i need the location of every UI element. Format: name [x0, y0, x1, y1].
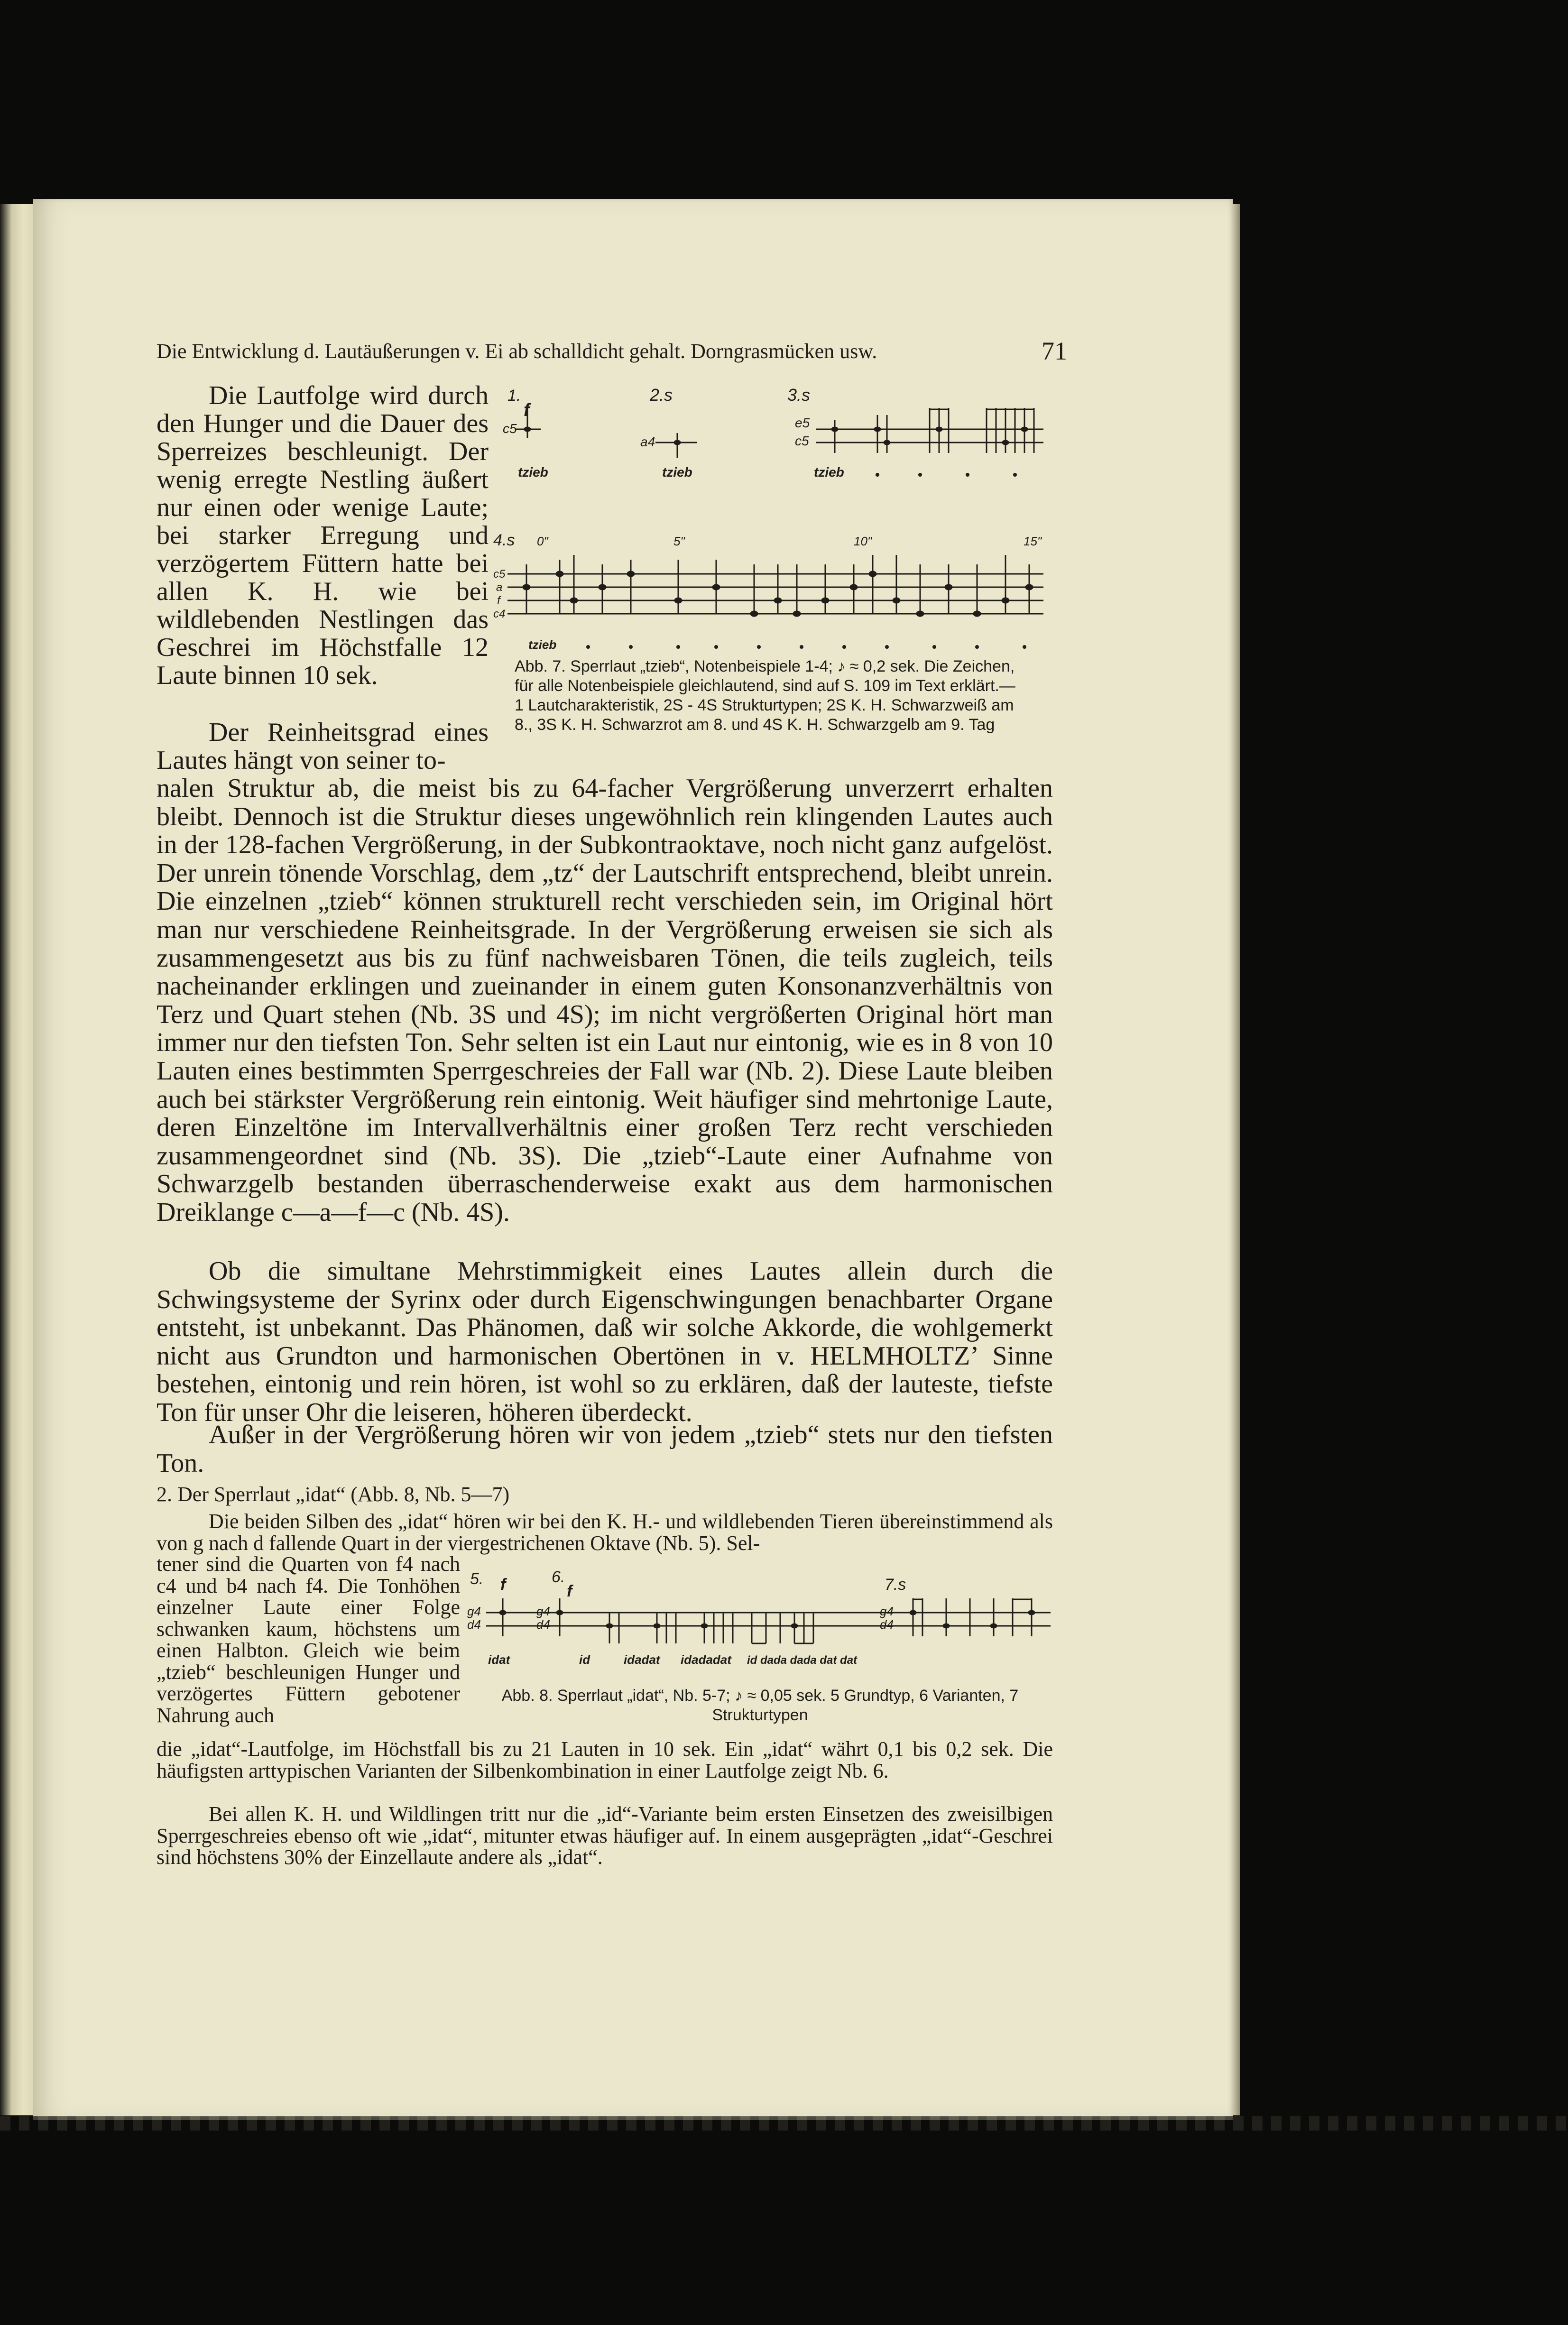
ex4-pitch-2: a — [496, 581, 503, 594]
ex5-pitch-top: g4 — [467, 1604, 481, 1618]
ex6-pitch-top: g4 — [536, 1604, 550, 1618]
page-edge — [1233, 204, 1240, 2115]
ex7-pitch-bottom: d4 — [880, 1617, 894, 1632]
ex4-syllable: tzieb — [528, 637, 557, 652]
ex4-pitch-1: c5 — [493, 568, 506, 581]
page-number: 71 — [1042, 337, 1067, 365]
ex1-label: 1. — [507, 387, 521, 405]
page-stack-edge — [0, 2116, 1568, 2131]
ex4-time-0: 0" — [537, 534, 548, 548]
ex6-syllable-2: idadat — [624, 1652, 660, 1667]
paragraph-idat-2: tener sind die Quarten von f4 nach c4 und b4 nach f4. Die Tonhöhen einzelner Laute einer Folge schwanken kaum, höchstens um einen Halbton. Gleich wie beim „tzieb“ beschleunigen Hunger und verzögertes Füttern gebotener Nahrung auch — [157, 1552, 460, 1727]
figure-8-examples — [467, 1565, 1053, 1679]
ex2-syllable: tzieb — [662, 465, 692, 480]
ex2-pitch: a4 — [640, 434, 655, 449]
ex6-syllable-3: idadadat — [681, 1652, 731, 1667]
ex6-label: 6. — [552, 1568, 565, 1586]
figure-7-example-4 — [493, 526, 1048, 655]
ex5-label: 5. — [470, 1570, 484, 1588]
paragraph-idat-4: Bei allen K. H. und Wildlingen tritt nur die „id“-Variante beim ersten Einsetzen des zweisilbigen Sperrgeschreies ebenso oft wie „idat“, mitunter etwas häufiger auf. In einem ausgeprägten „idat“-Geschrei sind höchstens 30% der Einzellaute andere als „idat“. — [157, 1802, 1053, 1869]
paragraph-reinheitsgrad: nalen Struktur ab, die meist bis zu 64-facher Vergrößerung unverzerrt erhalten bleibt. Dennoch ist die Struktur dieses ungewöhnlich rein klingenden Lautes auch in der 128-fachen Vergrößerung, in der Subkontraoktave, noch nicht ganz aufgelöst. Der unrein tönende Vorschlag, dem „tz“ der Lautschrift entsprechend, bleibt unrein. Die einzelnen „tzieb“ können strukturell recht verschieden sein, im Original hört man nur verschiedene Reinheitsgrade. In der Vergrößerung erweisen sie sich als zusammengesetzt aus bis zu fünf nachweisbaren Tönen, die teils zugleich, teils nacheinander erklingen und zueinander in einem guten Konsonanzverhältnis von Terz und Quart stehen (Nb. 3S und 4S); im nicht vergrößerten Original hört man immer nur den tiefsten Ton. Sehr selten ist ein Laut nur eintonig, wie es in 8 von 10 Lauten eines bestimmten Sperrgeschreies der Fall war (Nb. 2). Diese Laute bleiben auch bei stärkster Vergrößerung rein eintonig. Weit häufiger sind mehrtonige Laute, deren Einzeltöne im Intervallverhältnis einer großen Terz recht verschieden zusammengeordnet sind (Nb. 3S). Die „tzieb“-Laute einer Aufnahme von Schwarzgelb bestanden überraschenderweise exakt aus dem harmonischen Dreiklange c—a—f—c (Nb. 4S). — [157, 774, 1053, 1227]
paragraph-lautfolge: Die Lautfolge wird durch den Hunger und die Dauer des Sperreizes beschleunigt. Der wenig erregte Nestling äußert nur einen oder wenige Laute; bei starker Erregung und verzögertem Füttern hatte bei allen K. H. wie bei wildlebenden Nestlingen das Geschrei im Höchstfalle 12 Laute binnen 10 sek. — [157, 381, 489, 690]
ex4-pitch-4: c4 — [493, 608, 506, 620]
ex3-syllable: tzieb — [814, 465, 844, 480]
ex5-syllable: idat — [488, 1652, 510, 1667]
ex5-pitch-bottom: d4 — [467, 1617, 481, 1632]
paragraph-idat-1: Die beiden Silben des „idat“ hören wir bei den K. H.- und wildlebenden Tieren übereinstimmend als von g nach d fallende Quart in der viergestrichenen Oktave (Nb. 5). Sel- — [157, 1510, 1053, 1555]
figure-8-caption: Abb. 8. Sperrlaut „idat“, Nb. 5-7; ♪ ≈ 0,05 sek. 5 Grundtyp, 6 Varianten, 7 Strukturtypen — [501, 1687, 1019, 1724]
ex4-pitch-3: f — [497, 594, 500, 607]
paragraph-mehrstimmigkeit: Ob die simultane Mehrstimmigkeit eines Lautes allein durch die Schwingsysteme der Syrinx oder durch Eigenschwingungen benachbarter Organe entsteht, ist unbekannt. Das Phänomen, daß wir solche Akkorde, die wohlgemerkt nicht aus Grundton und harmonischen Obertönen in v. HELMHOLTZ’ Sinne bestehen, eintonig und rein hören, ist wohl so zu erklären, daß der lauteste, tiefste Ton für unser Ohr die leiseren, höheren überdeckt. — [157, 1256, 1053, 1427]
paragraph-reinheitsgrad-start: Der Reinheitsgrad eines Lautes hängt von seiner to- — [157, 718, 489, 775]
ex4-time-5: 5" — [673, 534, 685, 548]
paragraph-tiefster-ton: Außer in der Vergrößerung hören wir von jedem „tzieb“ stets nur den tiefsten Ton. — [157, 1420, 1053, 1478]
ex4-time-15: 15" — [1024, 534, 1042, 548]
ex7-pitch-top: g4 — [880, 1604, 894, 1618]
ex2-label: 2.s — [650, 385, 673, 405]
figure-7-caption: Abb. 7. Sperrlaut „tzieb“, Notenbeispiele 1-4; ♪ ≈ 0,2 sek. Die Zeichen, für alle Notenbeispiele gleichlautend, sind auf S. 109 im Text erklärt.— 1 Lautcharakteristik, 2S - 4S Strukturtypen; 2S K. H. Schwarzweiß am 8., 3S K. H. Schwarzrot am 8. und 4S K. H. Schwarzgelb am 9. Tag — [515, 657, 1015, 734]
running-head: Die Entwicklung d. Lautäußerungen v. Ei ab schalldicht gehalt. Dorngrasmücken usw. — [157, 339, 877, 363]
ex7-label: 7.s — [885, 1576, 906, 1594]
section-heading: 2. Der Sperrlaut „idat“ (Abb. 8, Nb. 5—7) — [157, 1483, 510, 1506]
ex4-label: 4.s — [493, 531, 515, 549]
ex6-pitch-bottom: d4 — [536, 1617, 550, 1632]
ex4-time-10: 10" — [854, 534, 872, 548]
ex6-syllable-4: id dada dada dat dat — [747, 1654, 858, 1667]
book-spine-shadow — [0, 204, 33, 2115]
ex3-pitch-bottom: c5 — [795, 434, 809, 448]
ex1-pitch: c5 — [503, 421, 517, 436]
ex3-label: 3.s — [787, 385, 811, 405]
ex6-syllable-1: id — [579, 1652, 590, 1667]
ex1-syllable: tzieb — [518, 465, 548, 480]
ex5-dynamic: f — [500, 1576, 506, 1594]
ex3-pitch-top: e5 — [795, 415, 810, 430]
figure-7-examples-1-3 — [503, 382, 1048, 491]
ex1-dynamic: f — [524, 400, 530, 420]
ex6-dynamic: f — [567, 1582, 572, 1600]
paragraph-idat-3: die „idat“-Lautfolge, im Höchstfall bis zu 21 Lauten in 10 sek. Ein „idat“ währt 0,1 bis 0,2 sek. Die häufigsten arttypischen Varianten der Silbenkombination in einer Lautfolge zeigt Nb. 6. — [157, 1737, 1053, 1782]
